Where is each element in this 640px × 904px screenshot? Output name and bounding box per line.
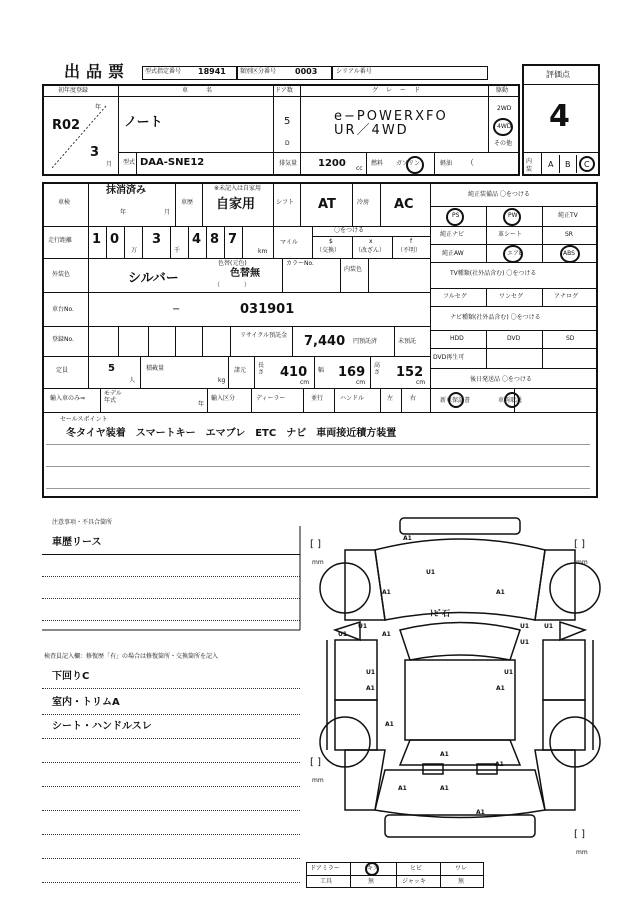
load-label: 積載量	[146, 365, 165, 372]
drive-2wd: 2WD	[497, 105, 512, 112]
mark-left-fender: A1	[382, 589, 391, 596]
history-label: 車歴	[181, 199, 194, 206]
mileage-mile: マイル	[280, 239, 298, 246]
mark-left-rear-fender: A1	[385, 721, 394, 728]
color-no-label: カラーNo.	[286, 260, 314, 267]
opt-exchange-mark: $	[329, 238, 333, 245]
form-title: 出品票	[64, 62, 131, 81]
mileage-d1: 1	[92, 232, 102, 247]
bracket-fr: [ ]	[574, 539, 585, 550]
later-manual-circle	[448, 392, 464, 408]
equip-ps-circle	[446, 208, 464, 226]
color-paren: （ ）	[214, 282, 251, 289]
opt-unknown-mark: f	[410, 238, 413, 245]
bracket-rr: [ ]	[574, 829, 585, 840]
chassis-label: 車台No.	[52, 306, 74, 313]
interior-color-label: 内装色	[344, 266, 363, 273]
engine-unit: cc	[356, 165, 363, 172]
reg-slash	[46, 98, 116, 174]
inspector-label: 検査員記入欄：修復歴「有」の場合は修復箇所・交換箇所を記入	[44, 653, 219, 660]
car-name: ノート	[124, 115, 163, 130]
later-title: 後日発送品 〇をつける	[470, 376, 532, 383]
tv-fullseg: フルセグ	[443, 293, 467, 300]
mark-left-front-door-b: U1	[338, 631, 348, 638]
history-note: ※未記入は自家用	[214, 185, 262, 192]
mark-rear-bumper-l: A1	[398, 785, 407, 792]
equip-abs: ABS	[563, 250, 575, 257]
equip-navi: 純正ナビ	[440, 231, 465, 238]
color-value: シルバー	[128, 271, 179, 286]
mm-rr: mm	[576, 849, 588, 856]
grade-line2: UR／4WD	[334, 123, 409, 138]
recycle-label: リサイクル預託金	[240, 332, 288, 339]
type-no-label: 型式指定番号	[145, 68, 182, 75]
mileage-sen: 千	[174, 247, 181, 254]
capacity-value: 5	[108, 363, 115, 374]
nav-title: ナビ種類(社外品含む) 〇をつける	[450, 314, 541, 321]
notes-line1: 車歴リース	[52, 537, 102, 548]
bracket-fl: [ ]	[310, 539, 321, 550]
grade-label: グレード	[372, 87, 429, 94]
dims-w-cm: cm	[356, 379, 366, 386]
load-kg: kg	[218, 377, 226, 384]
import-dealer: ディーラー	[256, 395, 286, 402]
fuel-diesel: 軽油	[440, 160, 453, 167]
import-kubun: 輸入区分	[211, 395, 236, 402]
mileage-circle-note: 〇をつける	[334, 227, 365, 234]
notes-frame	[42, 520, 304, 632]
mark-left-front-door-a: U1	[358, 623, 368, 630]
engine-value: 1200	[318, 158, 346, 169]
inspection-value: 抹消済み	[106, 185, 146, 196]
equip-sr: SR	[565, 231, 573, 238]
import-right: 右	[410, 395, 417, 402]
mark-rear-bumper-r: A1	[476, 809, 485, 816]
equip-pw-circle	[503, 208, 521, 226]
import-parallel: 並行	[311, 395, 324, 402]
rating-label: 評価点	[546, 70, 570, 79]
tv-title: TV種類(社外品含む) 〇をつける	[450, 270, 537, 277]
rating-value: 4	[549, 99, 570, 134]
fuel-gasoline: ガソリン	[396, 160, 421, 167]
ac-label: 冷房	[357, 199, 370, 206]
mark-rear-bumper-c: A1	[440, 785, 449, 792]
mileage-d5: 8	[210, 232, 220, 247]
model-value: DAA-SNE12	[140, 157, 205, 168]
inspector-line1: 下回りC	[52, 671, 90, 682]
import-model-year: モデル年式	[104, 390, 122, 404]
dims-len-label: 長さ	[258, 362, 265, 376]
mm-fl: mm	[312, 559, 324, 566]
capacity-label: 定員	[56, 367, 69, 374]
equip-tv: 純正TV	[558, 212, 578, 219]
doors-suffix: D	[285, 140, 290, 147]
serial-label: シリアル番号	[336, 68, 372, 75]
equip-pw: PW	[508, 212, 518, 219]
bottom-tool: 工具	[320, 878, 333, 885]
bottom-kizu: キズ	[367, 865, 379, 872]
bottom-tool-none: 無	[368, 878, 375, 885]
inspection-label: 車検	[58, 199, 71, 206]
chassis-dash: −	[172, 304, 181, 315]
doors-value: 5	[284, 116, 291, 127]
later-manual: 新車保証書	[440, 397, 471, 404]
dims-w-label: 幅	[318, 367, 325, 374]
dims-h-cm: cm	[416, 379, 426, 386]
mark-right-front-door-b: U1	[520, 639, 530, 646]
recycle-suffix: 円預託済	[353, 338, 378, 345]
equip-abs-circle	[560, 245, 580, 263]
mileage-d2: 0	[110, 232, 120, 247]
interior-label: 内装	[526, 158, 533, 173]
bottom-hibi: ヒビ	[410, 865, 423, 872]
color-change-label: 色替(元色)	[218, 260, 247, 267]
later-record-circle	[504, 392, 520, 408]
bottom-kizu-circle	[365, 862, 379, 876]
mark-trunk: A1	[440, 751, 449, 758]
shift-label: シフト	[276, 199, 295, 206]
dims-len-cm: cm	[300, 379, 310, 386]
interior-c-circle	[579, 156, 595, 172]
opt-unknown: （不明）	[397, 247, 422, 254]
mark-stone-chip: ﾄﾋﾞ石	[430, 609, 450, 618]
reg-label: 初年度登録	[58, 87, 89, 94]
car-label: 車名	[182, 87, 231, 94]
fuel-paren: （	[466, 158, 474, 167]
tv-analog: アナログ	[554, 293, 579, 300]
mileage-d6: 7	[228, 232, 238, 247]
recycle-value: 7,440	[304, 334, 346, 349]
import-year: 年	[198, 401, 205, 408]
nav-dvd: DVD	[507, 335, 521, 342]
bottom-jack-none: 無	[458, 878, 465, 885]
bottom-mirror: ドアミラー	[310, 865, 340, 872]
bottom-ware: ワレ	[455, 865, 468, 872]
mileage-man: 万	[131, 247, 138, 254]
class-no: 0003	[295, 67, 318, 76]
dims-h: 152	[396, 365, 424, 380]
drive-4wd-circle	[493, 118, 513, 136]
mileage-d4: 4	[192, 232, 202, 247]
type-no: 18941	[198, 67, 226, 76]
mileage-label: 走行距離	[48, 237, 73, 244]
mileage-d3: 3	[152, 232, 162, 247]
reg-month-unit: 月	[106, 161, 113, 168]
dims-label: 諸元	[234, 367, 247, 374]
opt-exchange: （交換）	[316, 247, 341, 254]
mark-right-u1: U1	[544, 623, 554, 630]
history-value: 自家用	[216, 197, 256, 212]
registration-label: 登録No.	[52, 336, 74, 343]
equip-airbag: エアB	[507, 250, 524, 257]
opt-tamper-mark: x	[369, 238, 373, 245]
later-record: 車両取説	[498, 397, 523, 404]
class-no-label: 類別区分番号	[240, 68, 277, 75]
dvd-label: DVD再生可	[433, 354, 465, 361]
nav-sd: SD	[566, 335, 575, 342]
mark-right-rear-door-a: A1	[496, 685, 505, 692]
reg-era: R02	[52, 118, 81, 133]
mark-right-front-door-a: U1	[520, 623, 530, 630]
mark-right-fender: A1	[496, 589, 505, 596]
shift-value: AT	[318, 197, 336, 212]
mark-right-rear-door: U1	[504, 669, 514, 676]
ac-value: AC	[394, 197, 414, 212]
mark-rear-right: A1	[495, 761, 504, 768]
doors-label: ドア数	[275, 87, 293, 94]
fuel-label: 燃料	[371, 160, 384, 167]
mark-left-rear-door-a: A1	[366, 685, 375, 692]
car-diagram	[305, 510, 605, 870]
interior-a: A	[548, 160, 554, 169]
interior-b: B	[565, 160, 571, 169]
opt-tamper: （改ざん）	[355, 247, 386, 254]
mm-fr: mm	[576, 559, 588, 566]
mark-hood: U1	[426, 569, 436, 576]
drive-4wd: 4WD	[497, 123, 512, 130]
import-label: 輸入車のみ⇒	[50, 395, 86, 402]
equip-ps: PS	[452, 212, 460, 219]
dims-len: 410	[280, 365, 308, 380]
mm-rl: mm	[312, 777, 324, 784]
reg-month: 3	[90, 145, 100, 160]
tv-oneseg: ワンセグ	[499, 293, 524, 300]
nav-hdd: HDD	[450, 335, 464, 342]
dims-h-label: 高さ	[374, 362, 381, 376]
inspection-year: 年	[120, 209, 127, 216]
color-change-value: 色替無	[230, 268, 260, 279]
notes-label: 注意事項・不具合箇所	[52, 519, 113, 526]
inspector-line2: 室内・トリムA	[52, 697, 120, 708]
fuel-circle	[406, 156, 424, 174]
equip-airbag-circle	[503, 245, 523, 263]
equip-aw: 純正AW	[442, 250, 464, 257]
bottom-jack: ジャッキ	[402, 878, 426, 885]
sales-text: 冬タイヤ装着 スマートキー エマブレ ETC ナビ 車両接近積方装置	[66, 428, 397, 439]
inspection-month: 月	[164, 209, 171, 216]
import-handle: ハンドル	[340, 395, 365, 402]
equip-title: 純正装備品 〇をつける	[468, 191, 530, 198]
capacity-unit: 人	[129, 377, 136, 384]
drive-other: その他	[494, 140, 513, 147]
drive-label: 駆動	[496, 87, 509, 94]
mileage-km: km	[258, 248, 268, 255]
import-left: 左	[387, 395, 394, 402]
inspector-line3: シート・ハンドルスレ	[52, 721, 152, 732]
color-label: 外装色	[52, 271, 71, 278]
reg-year-unit: 年	[95, 104, 102, 111]
mark-left-a: A1	[382, 631, 391, 638]
sales-label: セールスポイント	[60, 416, 108, 423]
grade-line1: e−POWERXFO	[334, 109, 448, 124]
model-label: 型式	[123, 159, 136, 166]
interior-c: C	[584, 160, 590, 169]
mark-front-bumper: A1	[403, 535, 412, 542]
equip-leather: 革シート	[498, 231, 523, 238]
engine-label: 排気量	[279, 160, 298, 167]
dims-w: 169	[338, 365, 366, 380]
bracket-rl: [ ]	[310, 757, 321, 768]
recycle-unpaid: 未預託	[398, 338, 417, 345]
mark-left-rear-door: U1	[366, 669, 376, 676]
chassis-value: 031901	[240, 302, 295, 317]
